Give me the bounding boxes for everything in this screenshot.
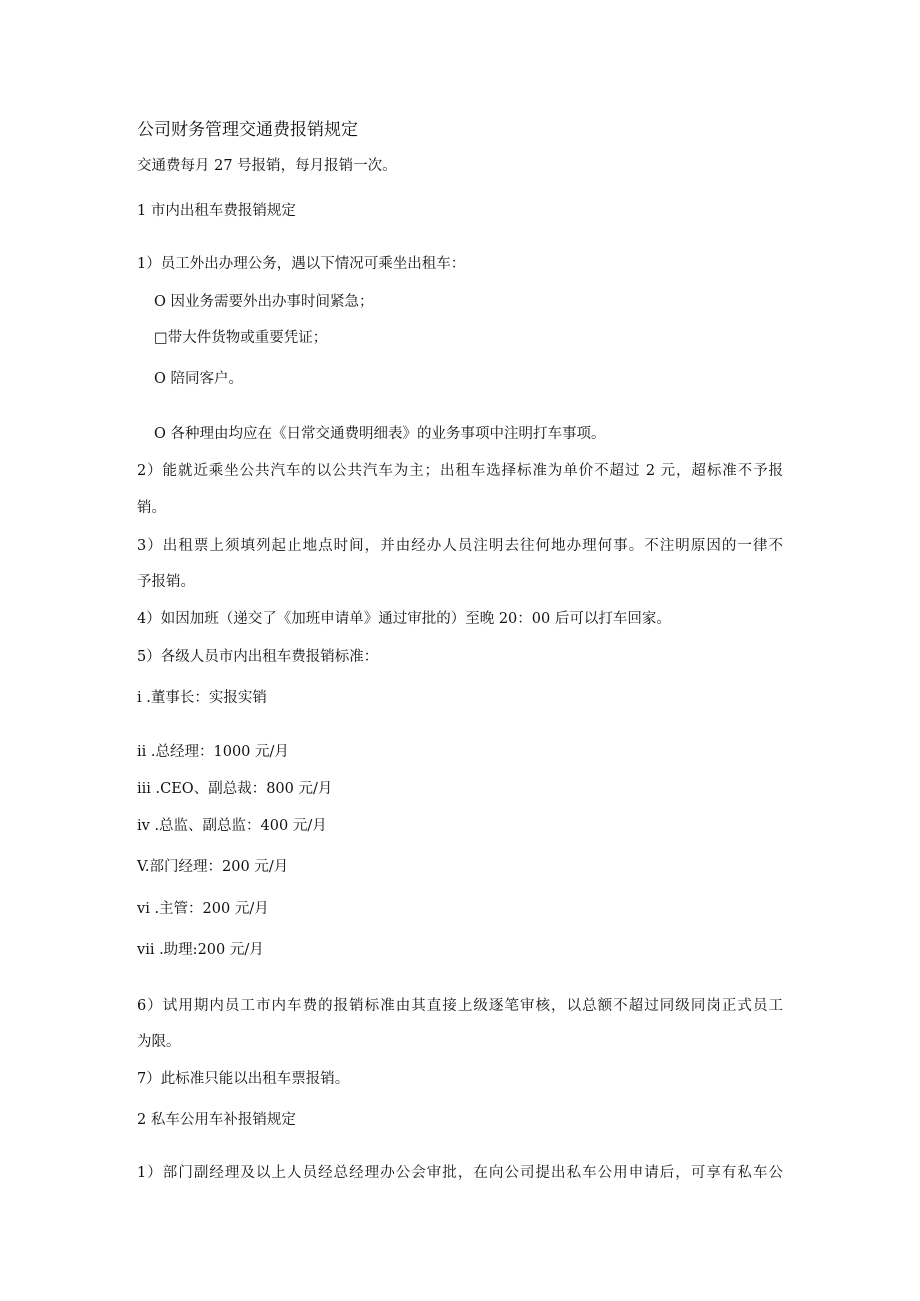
paragraph-line: 1）部门副经理及以上人员经总经理办公会审批，在向公司提出私车公用申请后，可享有私车公 <box>137 1165 783 1181</box>
intro-line: 交通费每月 27 号报销，每月报销一次。 <box>137 158 397 174</box>
document-title: 公司财务管理交通费报销规定 <box>137 120 358 140</box>
list-item: i .董事长：实报实销 <box>137 690 267 706</box>
paragraph-line: 5）各级人员市内出租车费报销标准： <box>137 649 379 665</box>
list-item: vi .主管：200 元/月 <box>137 901 269 917</box>
list-item: ii .总经理：1000 元/月 <box>137 744 289 760</box>
paragraph-line: 3）出租票上须填列起止地点时间，并由经办人员注明去往何地办理何事。不注明原因的一律不 <box>137 538 783 554</box>
paragraph-line: 7）此标准只能以出租车票报销。 <box>137 1071 350 1087</box>
paragraph-line: 销。 <box>137 500 166 516</box>
list-item: iv .总监、副总监：400 元/月 <box>137 818 327 834</box>
list-item: vii .助理:200 元/月 <box>137 942 264 958</box>
paragraph-line: 1）员工外出办理公务，遇以下情况可乘坐出租车： <box>137 256 466 272</box>
paragraph-line: 6）试用期内员工市内车费的报销标准由其直接上级逐笔审核，以总额不超过同级同岗正式员工 <box>137 998 783 1014</box>
bullet-item: O 各种理由均应在《日常交通费明细表》的业务事项中注明打车事项。 <box>154 426 606 442</box>
paragraph-line: 4）如因加班（递交了《加班申请单》通过审批的）至晚 20：00 后可以打车回家。 <box>137 611 671 627</box>
list-item: iii .CEO、副总裁：800 元/月 <box>137 781 333 797</box>
list-item: V.部门经理：200 元/月 <box>137 859 289 875</box>
section-heading: 2 私车公用车补报销规定 <box>137 1112 296 1128</box>
paragraph-line: 为限。 <box>137 1034 181 1050</box>
bullet-item: O 因业务需要外出办事时间紧急； <box>154 294 374 310</box>
section-heading: 1 市内出租车费报销规定 <box>137 203 296 219</box>
paragraph-line: 2）能就近乘坐公共汽车的以公共汽车为主；出租车选择标准为单价不超过 2 元，超标准不予报 <box>137 463 783 479</box>
paragraph-line: 予报销。 <box>137 574 195 590</box>
bullet-item: □带大件货物或重要凭证； <box>154 330 328 346</box>
bullet-item: O 陪同客户。 <box>154 371 243 387</box>
